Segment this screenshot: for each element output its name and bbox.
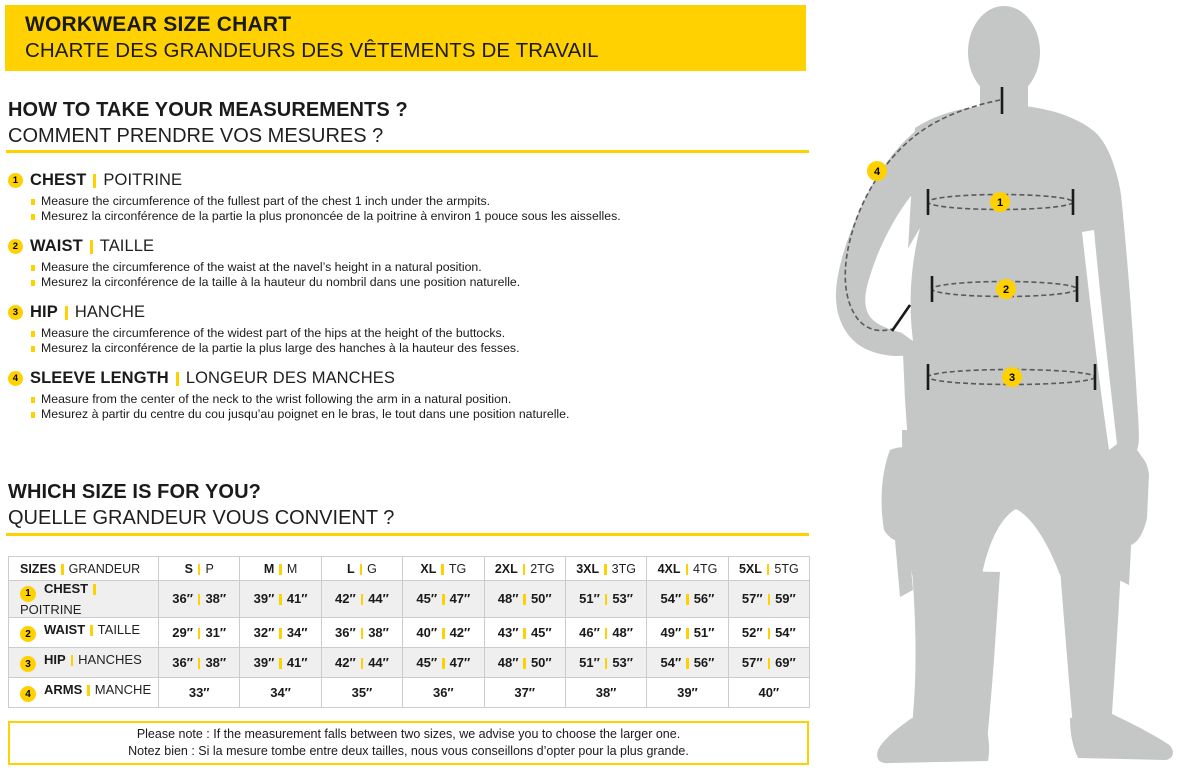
note-en: Please note : If the measurement falls between two sizes, we advise you to choose the larger one. (136, 727, 681, 741)
table-cell: 46″ 48″ (565, 617, 646, 647)
table-header-size-m: M M (240, 557, 321, 581)
row-number-badge: 2 (20, 626, 36, 642)
table-header-size-2xl: 2XL 2TG (484, 557, 565, 581)
item-bullets (31, 326, 813, 356)
row-label: 3 HIP HANCHES (9, 647, 159, 677)
pipe-divider (441, 564, 444, 575)
table-cell: 36″ 38″ (321, 617, 402, 647)
pipe-divider (93, 584, 96, 595)
item-label-en: SLEEVE LENGTH (30, 369, 169, 387)
pipe-divider (65, 306, 68, 320)
figure-badge-sleeve (867, 161, 887, 181)
page-title-fr: CHARTE DES GRANDEURS DES VÊTEMENTS DE TRAVAIL (25, 39, 599, 62)
row-number-badge: 3 (20, 656, 36, 672)
figure-badge-waist (996, 279, 1016, 299)
bullet-en: Measure from the center of the neck to the wrist following the arm in a natural position. (31, 392, 813, 407)
section-divider (6, 533, 809, 536)
table-cell: 32″ 34″ (240, 617, 321, 647)
pipe-divider (523, 594, 526, 605)
bullet-en: Measure the circumference of the waist at the navel’s height in a natural position. (31, 260, 813, 275)
bullet-fr: Mesurez à partir du centre du cou jusqu’au poignet en le bras, le tout dans une position naturelle. (31, 407, 813, 422)
table-cell: 40″ (728, 677, 809, 707)
table-cell: 35″ (321, 677, 402, 707)
pipe-divider (442, 628, 445, 639)
item-label-en: CHEST (30, 171, 87, 189)
size-table-head (9, 557, 810, 581)
title-banner (5, 5, 806, 71)
pipe-divider (279, 594, 282, 605)
table-row-arms (9, 677, 810, 707)
table-cell: 49″ 51″ (647, 617, 728, 647)
pipe-divider (523, 628, 526, 639)
table-cell: 40″ 42″ (403, 617, 484, 647)
pipe-divider (768, 594, 771, 605)
pipe-divider (87, 685, 90, 696)
table-header-sizes: SIZES GRANDEUR (9, 557, 159, 581)
table-cell: 51″ 53″ (565, 647, 646, 677)
item-number-badge: 3 (8, 305, 23, 320)
bullet-fr: Mesurez la circonférence de la partie la plus large des hanches à la hauteur des fesses. (31, 341, 813, 356)
table-cell: 42″ 44″ (321, 581, 402, 618)
bullet-fr: Mesurez la circonférence de la partie la plus prononcée de la poitrine à environ 1 pouce sous les aisselles. (31, 209, 813, 224)
size-heading-fr: QUELLE GRANDEUR VOUS CONVIENT ? (8, 507, 395, 529)
svg-text:4: 4 (873, 166, 881, 178)
measurements-heading-en: HOW TO TAKE YOUR MEASUREMENTS ? (8, 99, 408, 121)
pipe-divider (523, 658, 526, 669)
item-bullets (31, 260, 813, 290)
table-row-waist (9, 617, 810, 647)
table-header-size-4xl: 4XL 4TG (647, 557, 728, 581)
pipe-divider (279, 564, 282, 575)
item-heading (8, 302, 813, 323)
measurements-heading-fr: COMMENT PRENDRE VOS MESURES ? (8, 125, 384, 147)
pipe-divider (361, 658, 364, 669)
bullet-en: Measure the circumference of the widest part of the hips at the height of the buttocks. (31, 326, 813, 341)
pipe-divider (361, 628, 364, 639)
bullet-fr: Mesurez la circonférence de la taille à la hauteur du nombril dans une position naturelle. (31, 275, 813, 290)
pipe-divider (93, 174, 96, 188)
measurements-section-heading (8, 98, 408, 149)
item-number-badge: 2 (8, 239, 23, 254)
table-cell: 48″ 50″ (484, 581, 565, 618)
item-number-badge: 4 (8, 371, 23, 386)
table-cell: 29″ 31″ (159, 617, 240, 647)
pipe-divider (61, 564, 64, 575)
item-label-fr: LONGEUR DES MANCHES (185, 369, 395, 387)
pipe-divider (768, 628, 771, 639)
item-label-fr: POITRINE (103, 171, 183, 189)
measurement-item-hip (8, 302, 813, 356)
item-label-fr: TAILLE (99, 237, 155, 255)
size-table-wrap (8, 556, 810, 708)
item-label-en: HIP (30, 303, 58, 321)
table-header-row (9, 557, 810, 581)
table-cell: 45″ 47″ (403, 647, 484, 677)
pipe-divider (360, 564, 363, 575)
table-header-size-xl: XL TG (403, 557, 484, 581)
table-row-hip (9, 647, 810, 677)
table-cell: 45″ 47″ (403, 581, 484, 618)
pipe-divider (523, 564, 526, 575)
table-cell: 33″ (159, 677, 240, 707)
size-section-heading (8, 480, 394, 531)
row-number-badge: 4 (20, 686, 36, 702)
pipe-divider (279, 658, 282, 669)
measurement-instructions (8, 166, 813, 434)
note-box (8, 721, 809, 765)
table-header-size-3xl: 3XL 3TG (565, 557, 646, 581)
table-cell: 57″ 69″ (728, 647, 809, 677)
svg-text:3: 3 (1008, 372, 1016, 384)
table-header-size-5xl: 5XL 5TG (728, 557, 809, 581)
item-heading (8, 236, 813, 257)
pipe-divider (198, 658, 201, 669)
svg-text:1: 1 (996, 197, 1004, 209)
size-table-body (9, 581, 810, 708)
pipe-divider (90, 240, 93, 254)
measurement-item-chest (8, 170, 813, 224)
table-cell: 36″ 38″ (159, 647, 240, 677)
item-bullets (31, 194, 813, 224)
table-cell: 42″ 44″ (321, 647, 402, 677)
pipe-divider (605, 594, 608, 605)
table-cell: 38″ (565, 677, 646, 707)
table-cell: 52″ 54″ (728, 617, 809, 647)
pipe-divider (71, 655, 74, 666)
item-label-en: WAIST (30, 237, 83, 255)
figure-badge-chest (990, 192, 1010, 212)
pipe-divider (686, 594, 689, 605)
pipe-divider (686, 564, 689, 575)
page-title: WORKWEAR SIZE CHART (25, 13, 292, 36)
table-cell: 36″ 38″ (159, 581, 240, 618)
pipe-divider (176, 372, 179, 386)
pipe-divider (198, 594, 201, 605)
pipe-divider (279, 628, 282, 639)
table-cell: 39″ 41″ (240, 647, 321, 677)
row-label: 4 ARMS MANCHE (9, 677, 159, 707)
table-header-size-l: L G (321, 557, 402, 581)
pipe-divider (442, 658, 445, 669)
table-cell: 39″ 41″ (240, 581, 321, 618)
size-heading-en: WHICH SIZE IS FOR YOU? (8, 481, 261, 503)
pipe-divider (686, 658, 689, 669)
row-number-badge: 1 (20, 586, 36, 602)
note-fr: Notez bien : Si la mesure tombe entre deux tailles, nous vous conseillons d’opter pour la plus grande. (128, 744, 689, 758)
pipe-divider (686, 628, 689, 639)
row-label: 1 CHESTPOITRINE (9, 581, 159, 618)
table-cell: 37″ (484, 677, 565, 707)
table-cell: 54″ 56″ (647, 581, 728, 618)
table-cell: 54″ 56″ (647, 647, 728, 677)
size-table (8, 556, 810, 708)
figure-badge-hip (1002, 367, 1022, 387)
item-bullets (31, 392, 813, 422)
measurement-item-sleeve (8, 368, 813, 422)
pipe-divider (605, 658, 608, 669)
table-cell: 57″ 59″ (728, 581, 809, 618)
table-cell: 51″ 53″ (565, 581, 646, 618)
pipe-divider (605, 628, 608, 639)
svg-text:2: 2 (1002, 284, 1010, 296)
row-label: 2 WAIST TAILLE (9, 617, 159, 647)
table-header-size-s: S P (159, 557, 240, 581)
measurement-item-waist (8, 236, 813, 290)
table-row-chest (9, 581, 810, 618)
pipe-divider (361, 594, 364, 605)
table-cell: 36″ (403, 677, 484, 707)
table-cell: 48″ 50″ (484, 647, 565, 677)
section-divider (6, 150, 809, 153)
worker-figure (820, 0, 1185, 775)
pipe-divider (768, 658, 771, 669)
item-number-badge: 1 (8, 173, 23, 188)
pipe-divider (198, 564, 201, 575)
item-label-fr: HANCHE (74, 303, 146, 321)
item-heading (8, 170, 813, 191)
bullet-en: Measure the circumference of the fullest part of the chest 1 inch under the armpits. (31, 194, 813, 209)
pipe-divider (90, 625, 93, 636)
table-cell: 39″ (647, 677, 728, 707)
item-heading (8, 368, 813, 389)
pipe-divider (604, 564, 607, 575)
table-cell: 43″ 45″ (484, 617, 565, 647)
pipe-divider (198, 628, 201, 639)
pipe-divider (442, 594, 445, 605)
pipe-divider (767, 564, 770, 575)
table-cell: 34″ (240, 677, 321, 707)
